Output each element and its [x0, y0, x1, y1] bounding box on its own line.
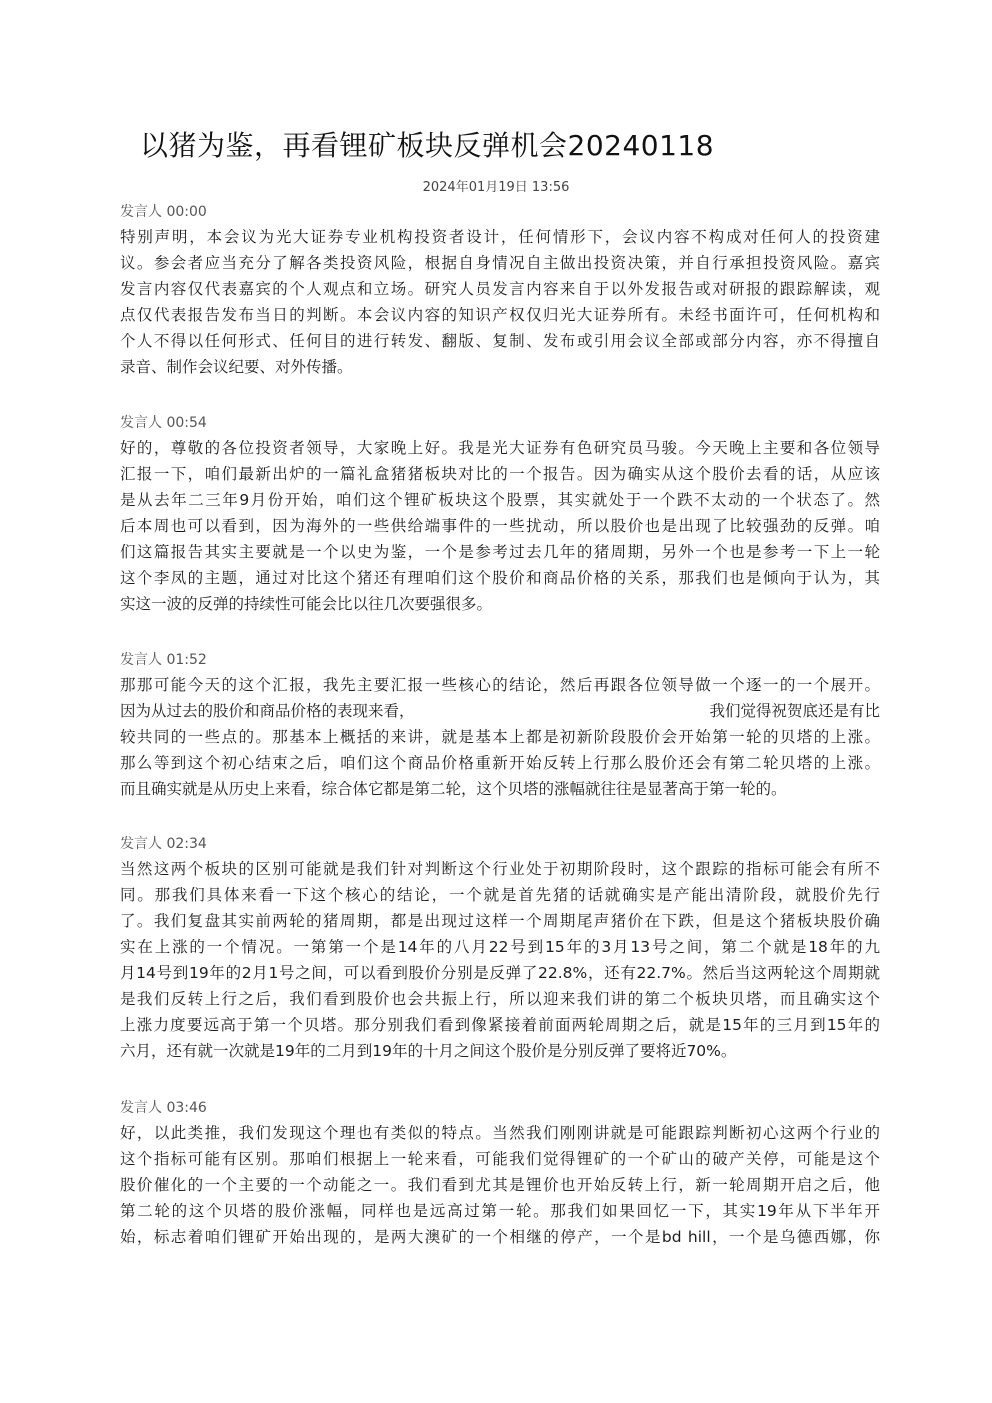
paragraph-line: 实在上涨的一个情况。一第第一个是14年的八月22号到15年的3月13号之间，第二个就是18年的九	[120, 938, 880, 956]
paragraph-line: 是我们反转上行之后，我们看到股价也会共振上行，所以迎来我们讲的第二个板块贝塔，而且确实这个	[120, 990, 880, 1008]
paragraph-line: 录音、制作会议纪要、对外传播。	[120, 358, 353, 376]
paragraph-line: 同。那我们具体来看一下这个核心的结论，一个就是首先猪的话就确实是产能出清阶段，就股价先行	[120, 886, 880, 904]
speaker-timestamp: 发言人 03:46	[120, 1100, 207, 1116]
paragraph-line-right: 我们觉得祝贺底还是有比	[709, 702, 880, 720]
paragraph-line: 们这篇报告其实主要就是一个以史为鉴，一个是参考过去几年的猪周期，另外一个也是参考一下上一轮	[120, 543, 880, 561]
paragraph-line: 六月，还有就一次就是19年的二月到19年的十月之间这个股价是分别反弹了要将近70%。	[120, 1042, 737, 1060]
paragraph-line: 这个指标可能有区别。那咱们根据上一轮来看，可能我们觉得锂矿的一个矿山的破产关停，可能是这个	[120, 1150, 880, 1168]
paragraph-line-left: 因为从过去的股价和商品价格的表现来看，	[120, 702, 415, 720]
speaker-timestamp: 发言人 01:52	[120, 652, 207, 668]
paragraph-line: 发言内容仅代表嘉宾的个人观点和立场。研究人员发言内容来自于以外发报告或对研报的跟踪解读，观	[120, 280, 880, 298]
paragraph-line: 点仅代表报告发布当日的判断。本会议内容的知识产权仅归光大证券所有。未经书面许可，任何机构和	[120, 306, 880, 324]
paragraph-line: 是从去年二三年9月份开始，咱们这个锂矿板块这个股票，其实就处于一个跌不太动的一个状态了。然	[120, 491, 880, 509]
speaker-timestamp: 发言人 00:00	[120, 204, 207, 220]
paragraph-line	[120, 698, 880, 724]
transcript-section	[120, 650, 880, 802]
paragraph-line: 议。参会者应当充分了解各类投资风险，根据自身情况自主做出投资决策，并自行承担投资风险。嘉宾	[120, 254, 880, 272]
document-datetime: 2024年01月19日 13:56	[422, 180, 570, 195]
paragraph-line: 这个李凤的主题，通过对比这个猪还有理咱们这个股价和商品价格的关系，那我们也是倾向于认为，其	[120, 569, 880, 587]
paragraph-line: 当然这两个板块的区别可能就是我们针对判断这个行业处于初期阶段时，这个跟踪的指标可能会有所不	[120, 860, 880, 878]
paragraph-line: 而且确实就是从历史上来看，综合体它都是第二轮，这个贝塔的涨幅就往往是显著高于第一轮的。	[120, 780, 787, 798]
paragraph-line: 汇报一下，咱们最新出炉的一篇礼盒猪猪板块对比的一个报告。因为确实从这个股价去看的话，从应该	[120, 465, 880, 483]
paragraph-line: 上涨力度要远高于第一个贝塔。那分别我们看到像紧接着前面两轮周期之后，就是15年的三月到15年的	[120, 1016, 880, 1034]
paragraph-line: 月14号到19年的2月1号之间，可以看到股价分别是反弹了22.8%，还有22.7%。然后当这两轮这个周期就	[120, 964, 880, 982]
speaker-timestamp: 发言人 00:54	[120, 415, 207, 431]
paragraph-line: 好，以此类推，我们发现这个理也有类似的特点。当然我们刚刚讲就是可能跟踪判断初心这两个行业的	[120, 1124, 880, 1142]
transcript-section	[120, 834, 880, 1064]
paragraph-line: 特别声明，本会议为光大证券专业机构投资者设计，任何情形下，会议内容不构成对任何人的投资建	[120, 228, 880, 246]
transcript-section	[120, 202, 880, 380]
paragraph-line: 后本周也可以看到，因为海外的一些供给端事件的一些扰动，所以股价也是出现了比较强劲的反弹。咱	[120, 517, 880, 535]
transcript-section	[120, 413, 880, 617]
document-title: 以猪为鉴，再看锂矿板块反弹机会20240118	[140, 129, 715, 162]
paragraph-line: 好的，尊敬的各位投资者领导，大家晚上好。我是光大证券有色研究员马骏。今天晚上主要和各位领导	[120, 439, 880, 457]
paragraph-line: 那那可能今天的这个汇报，我先主要汇报一些核心的结论，然后再跟各位领导做一个逐一的一个展开。	[120, 676, 880, 694]
paragraph-line: 个人不得以任何形式、任何目的进行转发、翻版、复制、发布或引用会议全部或部分内容，亦不得擅自	[120, 332, 880, 350]
paragraph-line: 了。我们复盘其实前两轮的猪周期，都是出现过这样一个周期尾声猪价在下跌，但是这个猪板块股价确	[120, 912, 880, 930]
paragraph-line: 始，标志着咱们锂矿开始出现的，是两大澳矿的一个相继的停产，一个是bd hill，一个是乌德西娜，你	[120, 1228, 880, 1246]
paragraph-line: 第二轮的这个贝塔的股价涨幅，同样也是远高过第一轮。那我们如果回忆一下，其实19年从下半年开	[120, 1202, 880, 1220]
speaker-timestamp: 发言人 02:34	[120, 836, 207, 852]
paragraph-line: 那么等到这个初心结束之后，咱们这个商品价格重新开始反转上行那么股价还会有第二轮贝塔的上涨。	[120, 754, 880, 772]
transcript-section	[120, 1098, 880, 1250]
paragraph-line: 股价催化的一个主要的一个动能之一。我们看到尤其是锂价也开始反转上行，新一轮周期开启之后，他	[120, 1176, 880, 1194]
paragraph-line: 较共同的一些点的。那基本上概括的来讲，就是基本上都是初新阶段股价会开始第一轮的贝塔的上涨。	[120, 728, 880, 746]
paragraph-line: 实这一波的反弹的持续性可能会比以往几次要强很多。	[120, 595, 493, 613]
